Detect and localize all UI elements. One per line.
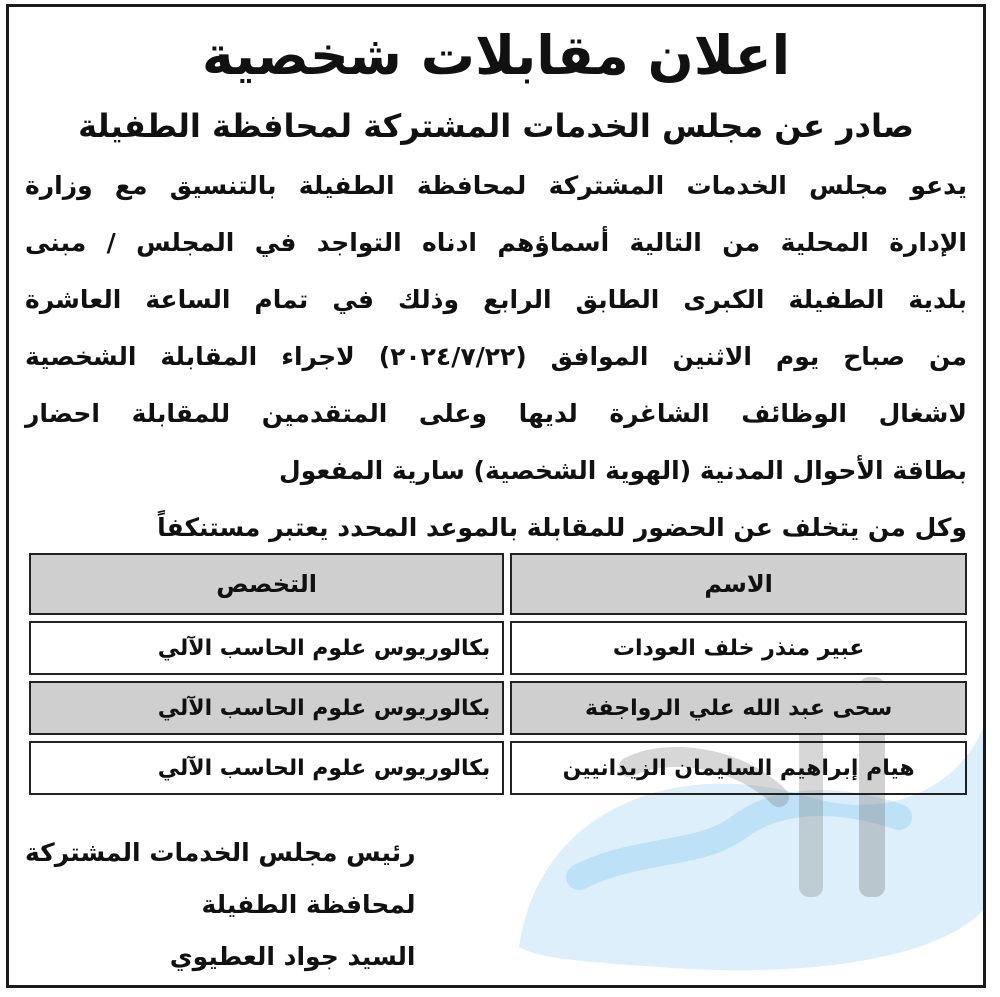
candidates-table-wrap — [23, 547, 973, 801]
candidates-table — [23, 547, 973, 801]
signature-block — [25, 827, 416, 983]
name-column-header: الاسم — [510, 553, 967, 615]
announcement-title: اعلان مقابلات شخصية — [201, 24, 791, 87]
candidate-name: سحى عبد الله علي الرواجفة — [510, 681, 967, 735]
announcement-frame — [6, 4, 986, 988]
announcement-body — [25, 157, 967, 556]
table-header-row — [29, 553, 967, 615]
specialization-column-header: التخصص — [29, 553, 504, 615]
candidate-specialization: بكالوريوس علوم الحاسب الآلي — [29, 741, 504, 795]
body-line: الإدارة المحلية من التالية أسماؤهم ادناه التواجد في المجلس / مبنى — [25, 228, 967, 257]
candidate-specialization: بكالوريوس علوم الحاسب الآلي — [29, 621, 504, 675]
candidate-specialization: بكالوريوس علوم الحاسب الآلي — [29, 681, 504, 735]
announcement-subtitle: صادر عن مجلس الخدمات المشتركة لمحافظة الطفيلة — [78, 107, 914, 145]
signature-name: السيد جواد العطيوي — [169, 942, 416, 971]
signature-title: رئيس مجلس الخدمات المشتركة — [25, 838, 416, 867]
table-row — [29, 681, 967, 735]
body-line: يدعو مجلس الخدمات المشتركة لمحافظة الطفيلة بالتنسيق مع وزارة — [25, 171, 967, 200]
table-row — [29, 621, 967, 675]
table-row — [29, 741, 967, 795]
body-line: بلدية الطفيلة الكبرى الطابق الرابع وذلك في تمام الساعة العاشرة — [25, 285, 967, 314]
body-line: من صباح يوم الاثنين الموافق (٢٠٢٤/٧/٢٢) لاجراء المقابلة الشخصية — [25, 342, 967, 371]
body-line: لاشغال الوظائف الشاغرة لديها وعلى المتقدمين للمقابلة احضار — [25, 399, 967, 428]
signature-governorate: لمحافظة الطفيلة — [201, 890, 416, 919]
body-line: بطاقة الأحوال المدنية (الهوية الشخصية) سارية المفعول — [279, 456, 967, 485]
candidate-name: عبير منذر خلف العودات — [510, 621, 967, 675]
candidate-name: هيام إبراهيم السليمان الزيدانيين — [510, 741, 967, 795]
body-line: وكل من يتخلف عن الحضور للمقابلة بالموعد المحدد يعتبر مستنكفاً — [157, 513, 967, 542]
